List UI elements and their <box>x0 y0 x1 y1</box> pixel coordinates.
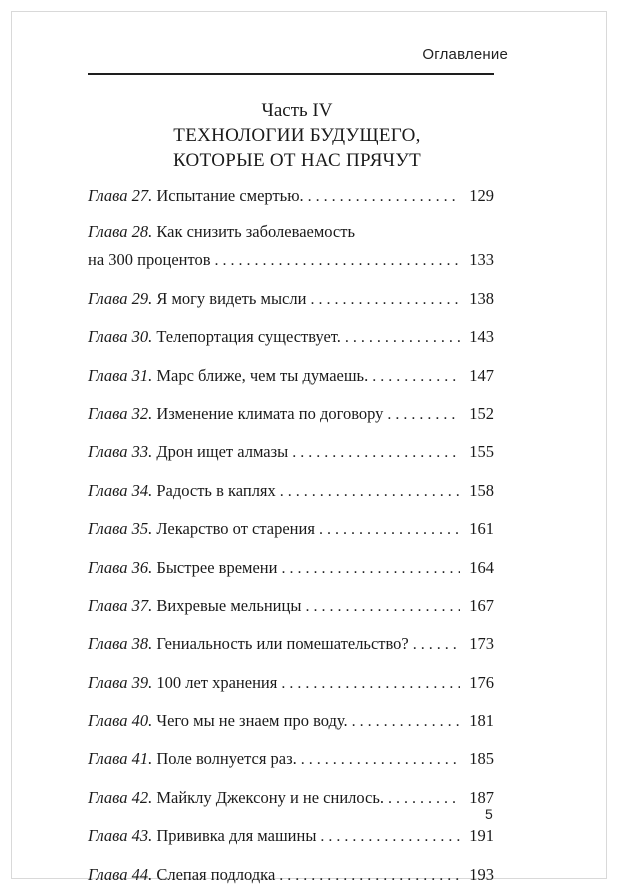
toc-entry-31[interactable] <box>88 361 494 391</box>
chapter-title-continued: на 300 процентов <box>88 250 211 270</box>
chapter-title: Прививка для машины <box>156 826 317 846</box>
toc-entry-39[interactable] <box>88 668 494 698</box>
dot-leader <box>319 515 460 545</box>
chapter-title: Марс ближе, чем ты думаешь. <box>156 365 369 385</box>
chapter-number: Глава 42. <box>88 787 153 807</box>
toc-entry-38[interactable] <box>88 629 494 659</box>
part-title-line-1: ТЕХНОЛОГИИ БУДУЩЕГО, <box>173 125 421 146</box>
page-ref: 152 <box>469 403 494 423</box>
dot-leader <box>215 246 460 276</box>
chapter-title: Чего мы не знаем про воду. <box>156 711 348 731</box>
toc-entry-33[interactable] <box>88 437 494 467</box>
dot-leader <box>280 477 460 507</box>
page-ref: 158 <box>469 480 494 500</box>
chapter-number: Глава 34. <box>88 480 153 500</box>
chapter-number: Глава 27. <box>88 186 153 205</box>
chapter-number: Глава 37. <box>88 595 153 615</box>
page-ref: 143 <box>469 327 494 347</box>
chapter-title: Лекарство от старения <box>156 519 315 539</box>
chapter-number: Глава 41. <box>88 749 153 769</box>
dot-leader <box>310 285 460 315</box>
chapter-number: Глава 36. <box>88 557 153 577</box>
page-ref: 161 <box>469 519 494 539</box>
header-rule <box>88 73 494 75</box>
toc-entry-44[interactable] <box>88 860 494 890</box>
chapter-title: Как снизить заболеваемость <box>156 222 355 242</box>
page-ref: 185 <box>469 749 494 769</box>
dot-leader <box>388 784 460 814</box>
chapter-title: 100 лет хранения <box>156 672 278 692</box>
chapter-title: Телепортация существует. <box>156 327 341 347</box>
chapter-number: Глава 33. <box>88 442 153 462</box>
dot-leader <box>301 745 460 775</box>
toc-entry-37[interactable] <box>88 591 494 621</box>
toc-entry-43[interactable] <box>88 821 494 851</box>
page-ref: 147 <box>469 365 494 385</box>
chapter-number: Глава 35. <box>88 519 153 539</box>
chapter-number: Глава 43. <box>88 826 153 846</box>
chapter-title: Я могу видеть мысли <box>156 288 307 308</box>
page-ref: 129 <box>469 186 494 205</box>
page-ref: 187 <box>469 787 494 807</box>
page-ref: 167 <box>469 595 494 615</box>
page-ref: 181 <box>469 711 494 731</box>
chapter-title: Гениальность или помешательство? <box>156 634 409 654</box>
chapter-title: Майклу Джексону и не снилось. <box>156 787 385 807</box>
part-label: Часть IV <box>261 100 333 121</box>
dot-leader <box>345 323 460 353</box>
dot-leader <box>352 707 460 737</box>
dot-leader <box>320 822 460 852</box>
page-ref: 173 <box>469 634 494 654</box>
page-ref: 164 <box>469 557 494 577</box>
toc-entry-34[interactable] <box>88 476 494 506</box>
chapter-title: Быстрее времени <box>156 557 278 577</box>
chapter-number: Глава 29. <box>88 288 153 308</box>
dot-leader <box>308 182 460 212</box>
toc-entry-35[interactable] <box>88 514 494 544</box>
chapter-title: Дрон ищет алмазы <box>156 442 289 462</box>
page-number: 5 <box>485 806 493 822</box>
toc-entry-29[interactable] <box>88 284 494 314</box>
dot-leader <box>305 592 460 622</box>
dot-leader <box>279 861 460 891</box>
toc-entry-36[interactable] <box>88 553 494 583</box>
toc-entry-27[interactable] <box>88 181 494 211</box>
chapter-title: Вихревые мельницы <box>156 595 302 615</box>
part-heading <box>88 99 506 173</box>
chapter-title: Поле волнуется раз. <box>156 749 297 769</box>
chapter-number: Глава 39. <box>88 672 153 692</box>
dot-leader <box>292 438 460 468</box>
page-ref: 138 <box>469 288 494 308</box>
chapter-number: Глава 28. <box>88 222 153 242</box>
dot-leader <box>387 400 460 430</box>
toc-entry-32[interactable] <box>88 399 494 429</box>
page-ref: 133 <box>469 250 494 270</box>
dot-leader <box>281 669 460 699</box>
toc-entry-40[interactable] <box>88 706 494 736</box>
toc-entry-30[interactable] <box>88 322 494 352</box>
chapter-number: Глава 38. <box>88 634 153 654</box>
toc-entry-41[interactable] <box>88 744 494 774</box>
chapter-number: Глава 30. <box>88 327 153 347</box>
table-of-contents <box>88 181 494 890</box>
chapter-title: Слепая подлодка <box>156 864 276 884</box>
dot-leader <box>281 554 460 584</box>
page-ref: 193 <box>469 864 494 884</box>
part-title-line-2: КОТОРЫЕ ОТ НАС ПРЯЧУТ <box>173 150 421 171</box>
running-head: Оглавление <box>422 46 508 63</box>
page-ref: 176 <box>469 672 494 692</box>
page-ref: 191 <box>469 826 494 846</box>
chapter-title: Радость в каплях <box>156 480 276 500</box>
toc-entry-42[interactable] <box>88 783 494 813</box>
chapter-number: Глава 40. <box>88 711 153 731</box>
toc-entry-28[interactable] <box>88 219 494 275</box>
chapter-number: Глава 32. <box>88 403 153 423</box>
chapter-number: Глава 31. <box>88 365 153 385</box>
chapter-title: Изменение климата по договору <box>156 403 384 423</box>
dot-leader <box>413 630 460 660</box>
page-ref: 155 <box>469 442 494 462</box>
chapter-number: Глава 44. <box>88 864 153 884</box>
chapter-title: Испытание смертью. <box>156 186 304 205</box>
dot-leader <box>372 362 460 392</box>
